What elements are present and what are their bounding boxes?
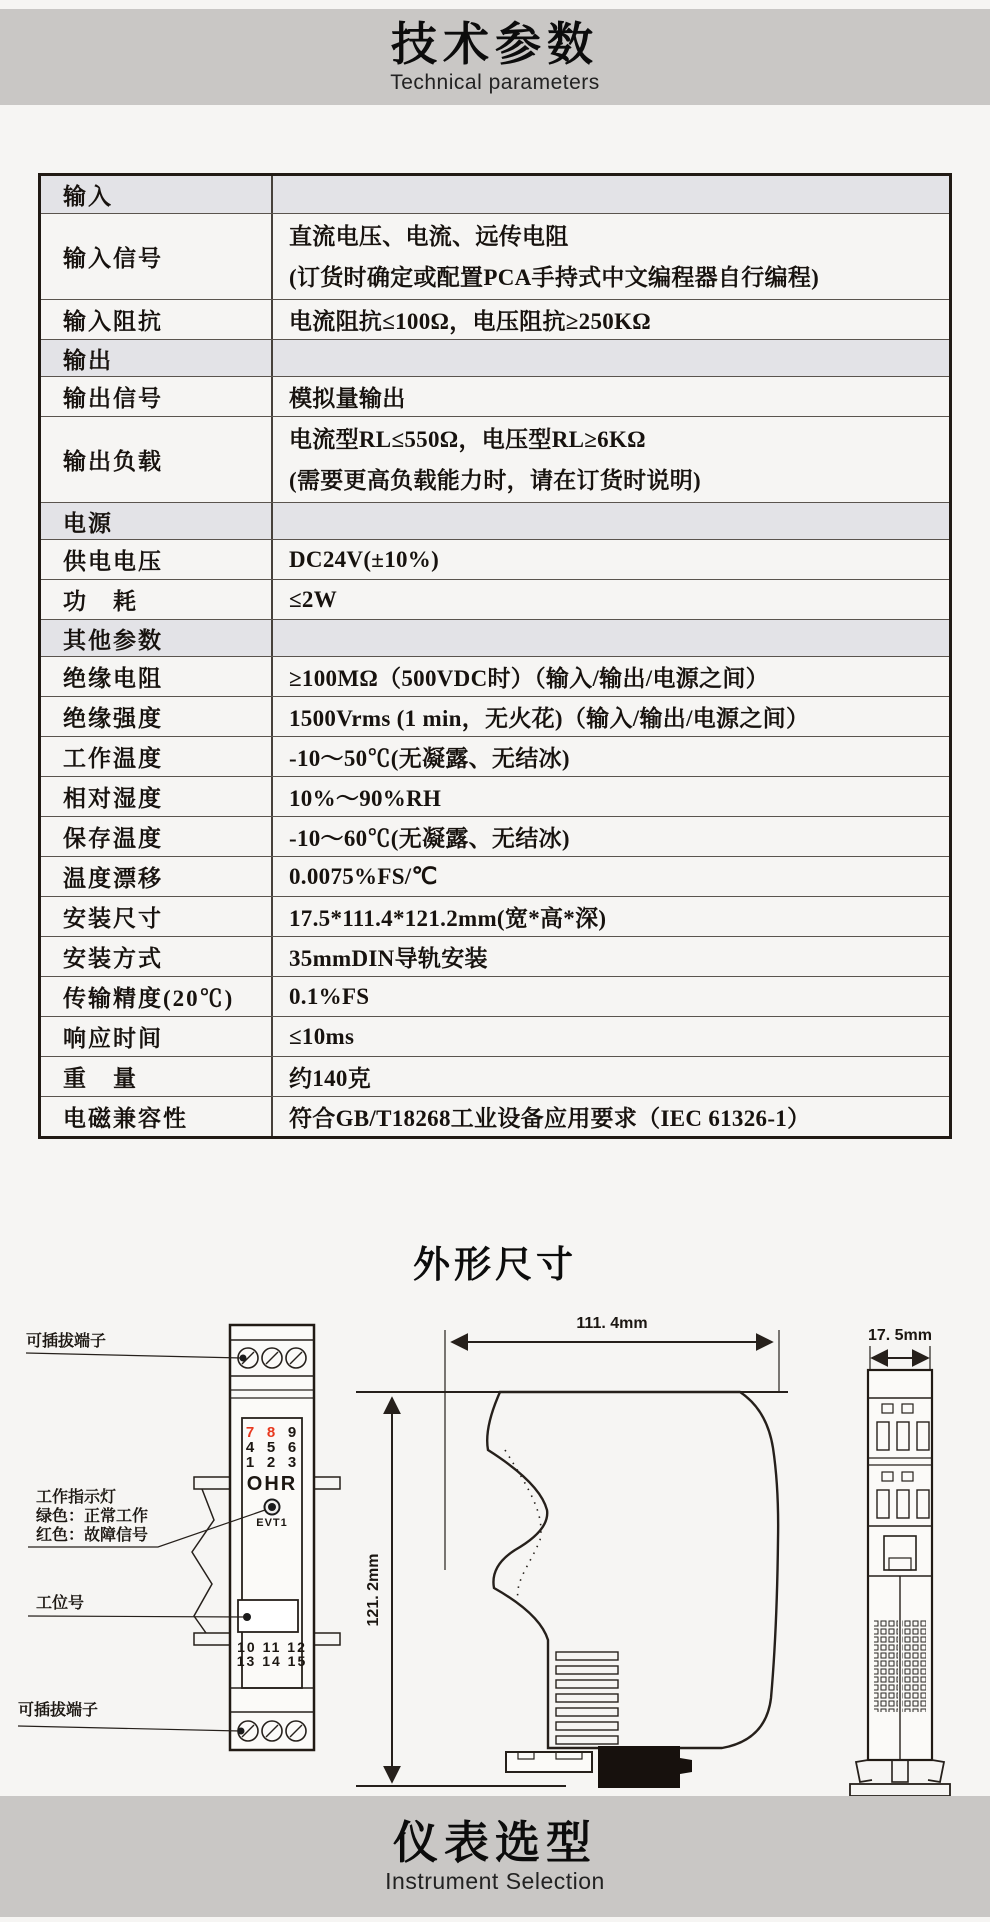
row-label: 功 耗: [41, 580, 273, 619]
table-row: [41, 856, 949, 896]
height-dimension-label: 121. 2mm: [365, 1553, 382, 1627]
callout-indicator-1: 工作指示灯: [36, 1489, 117, 1506]
row-value: 直流电压、电流、远传电阻 (订货时确定或配置PCA手持式中文编程器自行编程): [289, 223, 820, 290]
table-row: [41, 539, 949, 579]
row-label: 重 量: [41, 1057, 273, 1096]
row-value: ≥100MΩ（500VDC时）（输入/输出/电源之间）: [289, 666, 769, 691]
vent-grid: [874, 1620, 898, 1712]
footer-title: 仪表选型: [392, 1817, 597, 1869]
row-value: [273, 620, 949, 656]
terminal-number: 4: [245, 1439, 255, 1456]
vent-grid: [902, 1620, 926, 1712]
row-value: DC24V(±10%): [289, 546, 440, 572]
terminal-number: 3: [287, 1454, 297, 1471]
footer-subtitle: Instrument Selection: [385, 1867, 605, 1894]
row-value: 0.0075%FS/℃: [289, 863, 438, 889]
row-value: 17.5*111.4*121.2mm(宽*高*深): [289, 906, 607, 931]
table-row: [41, 976, 949, 1016]
row-label: 安装方式: [41, 937, 273, 976]
side-profile: [487, 1392, 778, 1748]
mount-foot: [506, 1752, 592, 1772]
brand-logo: OHR: [246, 1473, 298, 1495]
foot-right: [928, 1760, 944, 1782]
outline-title: 外形尺寸: [413, 1244, 577, 1285]
row-label: 温度漂移: [41, 857, 273, 896]
row-label: 电磁兼容性: [41, 1097, 273, 1136]
table-section-row: [41, 502, 949, 539]
bottom-terminal-numbers-2: 13 14 15: [236, 1653, 308, 1669]
row-value: 模拟量输出: [289, 386, 406, 411]
din-clip: [598, 1746, 692, 1788]
end-view-drawing: [850, 1327, 950, 1796]
row-value: [273, 503, 949, 539]
table-row: [41, 213, 949, 299]
row-value: 1500Vrms (1 min，无火花)（输入/输出/电源之间）: [289, 706, 810, 731]
table-row: [41, 299, 949, 339]
row-label: 输入: [41, 176, 273, 213]
footer-band: [0, 1796, 990, 1917]
row-value: 10%～90%RH: [289, 786, 442, 811]
terminal-number: 7: [245, 1424, 255, 1441]
row-value: ≤2W: [289, 586, 338, 612]
bottom-terminal-numbers-1: 10 11 12: [237, 1639, 307, 1655]
callout-indicator-2: 绿色：正常工作: [36, 1508, 149, 1525]
table-row: [41, 656, 949, 696]
hidden-edge-dots: [505, 1450, 541, 1600]
row-value: 符合GB/T18268工业设备应用要求（IEC 61326-1）: [289, 1106, 811, 1131]
table-row: [41, 416, 949, 502]
row-label: 电源: [41, 503, 273, 539]
row-value: [273, 340, 949, 376]
row-value: 电流型RL≤550Ω，电压型RL≥6KΩ (需要更高负载能力时，请在订货时说明): [289, 426, 702, 493]
vent-slots: [556, 1652, 618, 1744]
rail-base: [850, 1784, 950, 1796]
table-section-row: [41, 619, 949, 656]
callout-station: 工位号: [36, 1595, 85, 1612]
depth-dimension-label: 17. 5mm: [867, 1327, 933, 1344]
callout-dot: [238, 1728, 245, 1735]
table-row: [41, 776, 949, 816]
terminal-number: 5: [266, 1439, 276, 1456]
row-label: 输出: [41, 340, 273, 376]
terminal-number: 2: [266, 1454, 276, 1471]
table-row: [41, 896, 949, 936]
table-row: [41, 376, 949, 416]
spec-table: [38, 173, 952, 1139]
callout-dot: [240, 1355, 247, 1362]
row-label: 相对湿度: [41, 777, 273, 816]
table-row: [41, 816, 949, 856]
callout-terminal-bottom: 可插拔端子: [18, 1702, 99, 1719]
row-value: 0.1%FS: [289, 983, 370, 1009]
table-section-row: [41, 176, 949, 213]
row-label: 输入阻抗: [41, 300, 273, 339]
led-label: EVT1: [256, 1517, 288, 1529]
row-label: 安装尺寸: [41, 897, 273, 936]
table-row: [41, 936, 949, 976]
table-row: [41, 579, 949, 619]
page-subtitle: Technical parameters: [390, 71, 600, 95]
table-section-row: [41, 339, 949, 376]
row-value: -10～50℃(无凝露、无结冰): [289, 746, 570, 771]
callout-terminal-top: 可插拔端子: [26, 1333, 107, 1350]
terminal-number: 9: [287, 1424, 297, 1441]
terminal-number: 8: [266, 1424, 276, 1441]
row-label: 输出负载: [41, 417, 273, 502]
table-row: [41, 696, 949, 736]
table-row: [41, 1096, 949, 1136]
width-dimension-label: 111. 4mm: [576, 1315, 648, 1332]
table-row: [41, 736, 949, 776]
row-value: 35mmDIN导轨安装: [289, 946, 488, 971]
foot-left: [856, 1760, 872, 1782]
row-label: 工作温度: [41, 737, 273, 776]
row-label: 响应时间: [41, 1017, 273, 1056]
page-title: 技术参数: [391, 17, 599, 70]
row-value: 电流阻抗≤100Ω，电压阻抗≥250KΩ: [289, 309, 651, 334]
side-view-drawing: [356, 1315, 788, 1788]
status-led: [265, 1500, 280, 1515]
row-value: -10～60℃(无凝露、无结冰): [289, 826, 570, 851]
row-label: 输入信号: [41, 214, 273, 299]
row-label: 保存温度: [41, 817, 273, 856]
table-row: [41, 1056, 949, 1096]
row-value: 约140克: [289, 1066, 371, 1091]
row-label: 绝缘电阻: [41, 657, 273, 696]
header-band: [0, 9, 990, 105]
terminal-number: 1: [245, 1454, 255, 1471]
row-value: [273, 176, 949, 213]
row-label: 绝缘强度: [41, 697, 273, 736]
row-label: 供电电压: [41, 540, 273, 579]
terminal-number: 6: [287, 1439, 297, 1456]
row-label: 其他参数: [41, 620, 273, 656]
row-value: ≤10ms: [289, 1023, 355, 1049]
row-label: 输出信号: [41, 377, 273, 416]
terminal-number-grid: [246, 1424, 296, 1471]
front-view-drawing: [18, 1325, 340, 1750]
row-label: 传输精度(20℃): [41, 977, 273, 1016]
table-row: [41, 1016, 949, 1056]
outline-drawings: [0, 1300, 990, 1797]
callout-indicator-3: 红色：故障信号: [36, 1527, 149, 1544]
